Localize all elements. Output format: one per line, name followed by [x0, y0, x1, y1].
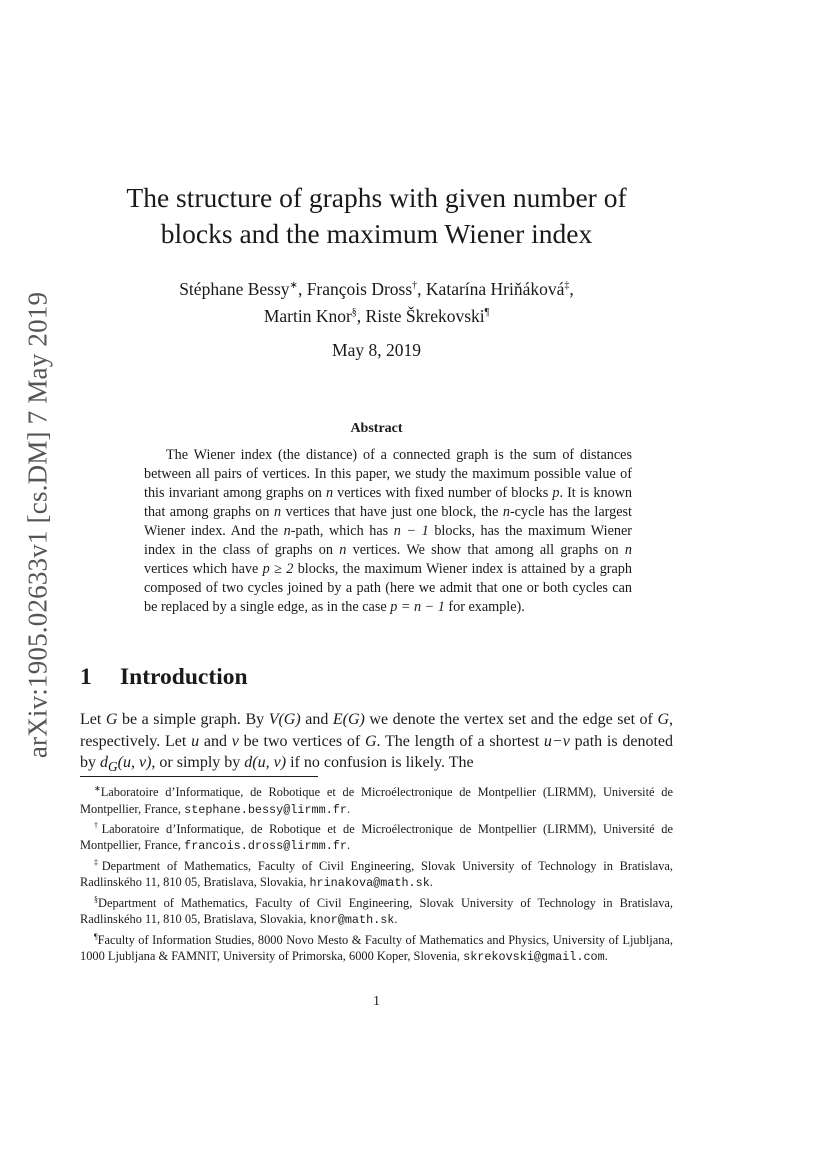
paper-date: May 8, 2019 [332, 340, 421, 360]
footnotes [80, 781, 673, 966]
email-link[interactable]: knor@math.sk [309, 913, 395, 928]
title-line-1: The structure of graphs with given number of [126, 182, 627, 213]
author-list [80, 274, 673, 328]
paper-title [80, 180, 673, 252]
author-name: Riste Škrekovski [365, 305, 485, 326]
author-affiliation-mark: § [351, 306, 357, 318]
footnote-bessy: ∗Laboratoire d’Informatique, de Robotique et de Microélectronique de Montpellier (LIRMM), Université de Montpellier, France, stephane.bessy@lirmm.fr. [80, 784, 673, 817]
author-line-2: Martin Knor§, Riste Škrekovski¶ [263, 305, 490, 326]
title-line-2: blocks and the maximum Wiener index [160, 218, 593, 249]
footnote-skrekovski: ¶Faculty of Information Studies, 8000 Novo Mesto & Faculty of Mathematics and Physics, University of Ljubljana, 1000 Ljubljana & FAMNIT, University of Primorska, 6000 Koper, Slovenia, skrekovski@gmail.com. [80, 931, 673, 965]
footnote-hrinakova: ‡Department of Mathematics, Faculty of Civil Engineering, Slovak University of Technology in Bratislava, Radlinského 11, 810 05, Bratislava, Slovakia, hrinakova@math.sk. [80, 857, 673, 891]
author-name: Katarína Hriňáková [425, 278, 565, 299]
footnote-divider [80, 776, 318, 777]
email-link[interactable]: francois.dross@lirmm.fr [184, 839, 347, 854]
abstract-text: The Wiener index (the distance) of a connected graph is the sum of distances between all pairs of vertices. In this paper, we study the maximum possible value of this invariant among graphs on n vertices with fixed number of blocks p. It is known that among graphs on n vertices that have just one block, the n-cycle has the largest Wiener index. And the n-path, which has n − 1 blocks, has the maximum Wiener index in the class of graphs on n vertices. We show that among all graphs on n vertices which have p ≥ 2 blocks, the maximum Wiener index is attained by a graph composed of two cycles joined by a path (here we admit that one or both cycles can be replaced by a single edge, as in the case p = n − 1 for example). [144, 447, 633, 615]
author-affiliation-mark: ¶ [484, 306, 490, 318]
author-name: François Dross [306, 278, 413, 299]
author-name: Stéphane Bessy [179, 278, 290, 299]
section-number: 1 [80, 664, 92, 690]
author-affiliation-mark: ∗ [289, 280, 298, 291]
email-link[interactable]: hrinakova@math.sk [309, 876, 430, 891]
author-affiliation-mark: ‡ [564, 280, 570, 291]
email-link[interactable]: skrekovski@gmail.com [463, 950, 605, 965]
footnote-dross: †Laboratoire d’Informatique, de Robotique et de Microélectronique de Montpellier (LIRMM), Université de Montpellier, France, francois.dross@lirmm.fr. [80, 820, 673, 854]
author-affiliation-mark: † [412, 280, 418, 291]
page-number: 1 [373, 994, 380, 1009]
section-title: Introduction [120, 664, 248, 690]
section-heading-introduction [80, 664, 248, 691]
email-link[interactable]: stephane.bessy@lirmm.fr [184, 802, 347, 817]
footnote-knor: §Department of Mathematics, Faculty of Civil Engineering, Slovak University of Technology in Bratislava, Radlinského 11, 810 05, Bratislava, Slovakia, knor@math.sk. [80, 894, 673, 928]
abstract-heading: Abstract [350, 421, 403, 436]
introduction-paragraph: Let G be a simple graph. By V(G) and E(G) we denote the vertex set and the edge set of G, respectively. Let u and v be two vertices of G. The length of a shortest u−v path is denoted by $d_G(u$, v), or simply by d(u, v) if no confusion is likely. The [80, 711, 674, 775]
arxiv-identifier-stamp: arXiv:1905.02633v1 [cs.DM] 7 May 2019 [22, 291, 53, 759]
author-line-1: Stéphane Bessy∗, François Dross†, Katarína Hriňáková‡, [179, 278, 574, 299]
author-name: Martin Knor [263, 305, 352, 326]
